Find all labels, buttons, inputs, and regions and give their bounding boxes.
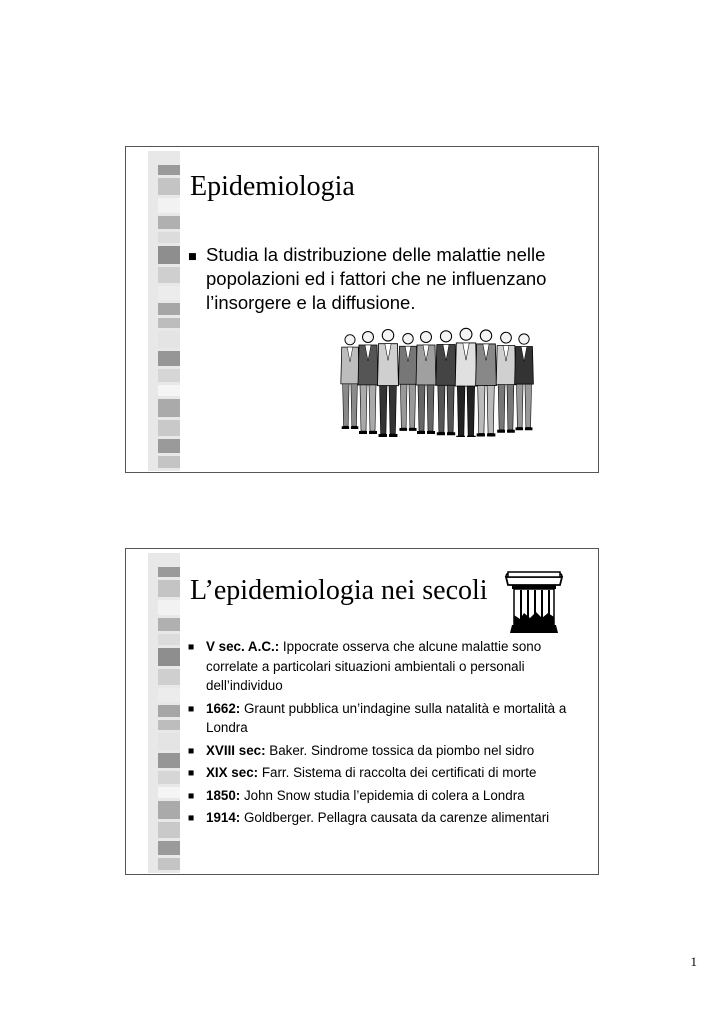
bullet-text: Studia la distribuzione delle malattie nelle popolazioni ed i fattori che ne influenzano l’insorgere e la diffusione. [206,244,547,313]
bullet-item [188,741,588,761]
slide-1 [125,146,599,473]
bullet-text: Baker. Sindrome tossica da piombo nel sidro [265,742,535,758]
bullet-square-icon: ■ [188,768,195,779]
bullet-label: XIX sec: [206,765,259,780]
decorative-stripe [138,553,183,873]
bullet-text: John Snow studia l’epidemia di colera a Londra [240,787,525,803]
bullet-text: Ippocrate osserva che alcune malattie sono correlate a particolari situazioni ambientali o personali dell’individuo [206,639,542,693]
bullet-item [188,699,588,738]
bullet-label: XVIII sec: [206,742,266,758]
bullet-text: Goldberger. Pellagra causata da carenze alimentari [240,810,550,825]
bullet-item [188,637,588,696]
bullet-list [188,637,588,831]
bullet-text: Graunt pubblica un’indagine sulla natalità e mortalità a Londra [206,700,567,735]
bullet-item [188,763,588,783]
decorative-stripe [138,151,183,471]
slide-2 [125,548,599,875]
bullet-square-icon: ■ [188,642,195,653]
bullet-item [188,243,583,315]
page-number: 1 [690,954,697,969]
bullet-square-icon: ■ [188,790,195,802]
bullet-label: 1662: [206,700,241,716]
bullet-square-icon: ■ [188,249,197,265]
slide-title: L’epidemiologia nei secoli [190,575,488,606]
bullet-label: 1850: [206,787,241,803]
greek-column-clipart [504,571,564,637]
bullet-item [188,808,588,828]
bullet-item [188,786,588,806]
bullet-label: V sec. A.C.: [206,639,280,654]
bullet-text: Farr. Sistema di raccolta dei certificati di morte [258,765,537,780]
bullet-square-icon: ■ [188,745,195,757]
bullet-square-icon: ■ [188,813,195,824]
group-of-people-clipart [338,317,538,437]
bullet-square-icon: ■ [188,703,195,715]
slide-title: Epidemiologia [190,171,355,202]
bullet-label: 1914: [206,810,241,825]
bullet-list [188,243,583,315]
